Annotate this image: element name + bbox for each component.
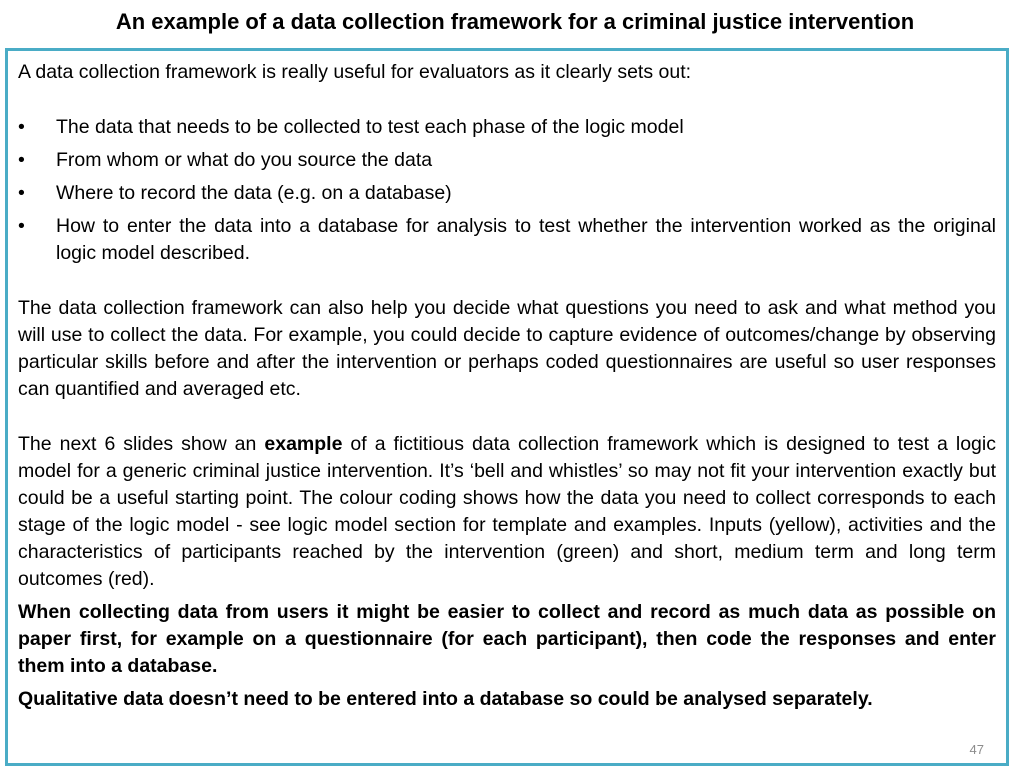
- intro-paragraph: A data collection framework is really useful for evaluators as it clearly sets out:: [18, 61, 692, 83]
- list-item-text: From whom or what do you source the data: [56, 149, 433, 171]
- collection-advice-paragraph: When collecting data from users it might be easier to collect and record as much data as possible on paper first, for example on a questionnaire (for each participant), then code the responses and enter them into a database.: [18, 601, 996, 677]
- bullet-icon: •: [18, 116, 25, 138]
- bullet-list: [18, 114, 996, 267]
- example-emphasis: example: [264, 433, 343, 455]
- bullet-icon: •: [18, 215, 25, 237]
- framework-paragraph-start: The next 6 slides show an: [18, 433, 265, 455]
- list-item-text: Where to record the data (e.g. on a database): [56, 182, 452, 204]
- list-item: [18, 180, 996, 207]
- list-item: [18, 147, 996, 174]
- list-item-text: The data that needs to be collected to test each phase of the logic model: [56, 116, 684, 138]
- bullet-icon: •: [18, 182, 25, 204]
- content-body: [18, 59, 996, 713]
- content-box: [5, 48, 1009, 766]
- list-item: [18, 114, 996, 141]
- list-item-text: How to enter the data into a database for analysis to test whether the intervention worked as the original logic model described.: [56, 215, 996, 264]
- page-number: 47: [969, 742, 984, 757]
- method-paragraph: The data collection framework can also help you decide what questions you need to ask and what method you will use to collect the data. For example, you could decide to capture evidence of outcomes/change by observing particular skills before and after the intervention or perhaps coded questionnaires are useful so user responses can quantified and averaged etc.: [18, 297, 996, 400]
- list-item: [18, 213, 996, 267]
- qualitative-paragraph: Qualitative data doesn’t need to be entered into a database so could be analysed separately.: [18, 688, 873, 710]
- slide-title: An example of a data collection framework for a criminal justice intervention: [115, 9, 915, 34]
- framework-paragraph: [18, 431, 996, 593]
- framework-paragraph-rest: of a fictitious data collection framework which is designed to test a logic model for a generic criminal justice intervention. It’s ‘bell and whistles’ so may not fit your intervention exactly but could be a useful starting point. The colour coding shows how the data you need to collect corresponds to each stage of the logic model - see logic model section for template and examples. Inputs (yellow), activities and the characteristics of participants reached by the intervention (green) and short, medium term and long term outcomes (red).: [18, 433, 996, 590]
- bullet-icon: •: [18, 149, 25, 171]
